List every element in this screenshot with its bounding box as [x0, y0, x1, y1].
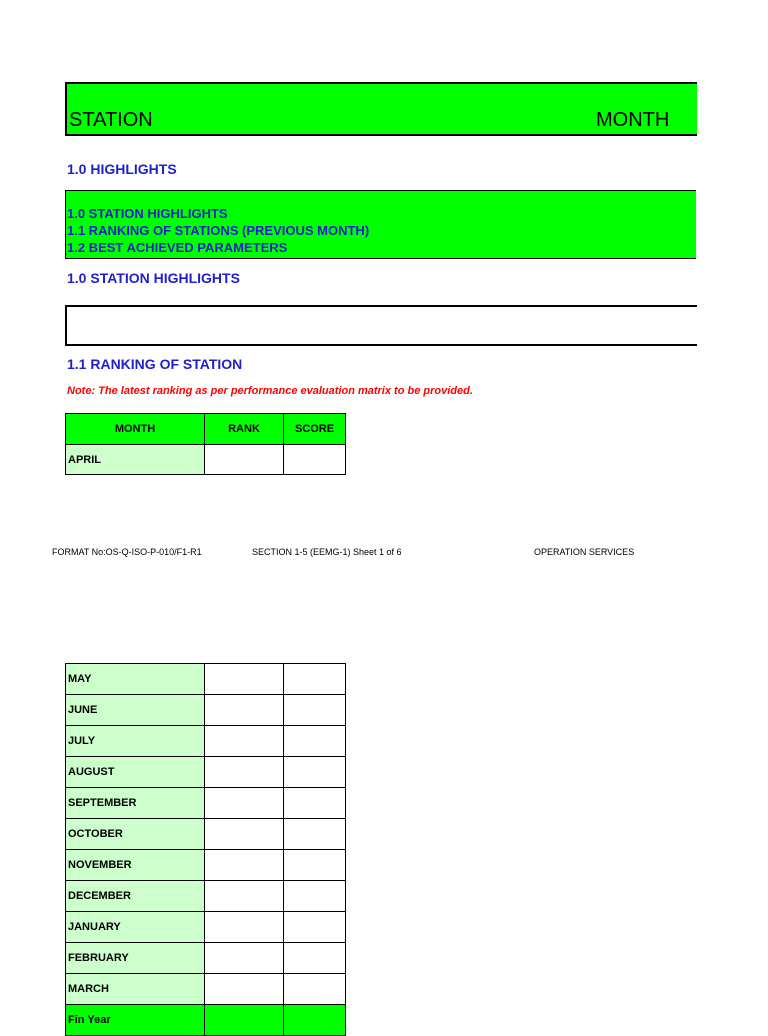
table-row [66, 850, 346, 881]
toc-box [65, 190, 696, 259]
table-row [66, 881, 346, 912]
rank-cell[interactable] [205, 664, 284, 695]
month-cell: FEBRUARY [66, 943, 205, 974]
table-row [66, 726, 346, 757]
rank-cell[interactable] [205, 726, 284, 757]
footer-section: SECTION 1-5 (EEMG-1) Sheet 1 of 6 [252, 547, 402, 557]
month-cell: APRIL [66, 445, 205, 475]
table-row [66, 974, 346, 1005]
table-row [66, 788, 346, 819]
table-row [66, 819, 346, 850]
month-cell: NOVEMBER [66, 850, 205, 881]
month-label: MONTH [596, 109, 670, 131]
table-row [66, 695, 346, 726]
toc-item-best-parameters: 1.2 BEST ACHIEVED PARAMETERS [67, 240, 288, 255]
score-cell[interactable] [284, 726, 346, 757]
month-cell: JUNE [66, 695, 205, 726]
table-row [66, 445, 346, 475]
rank-cell[interactable] [205, 445, 284, 475]
ranking-table-header [66, 414, 346, 445]
score-cell[interactable] [284, 974, 346, 1005]
score-cell[interactable] [284, 819, 346, 850]
score-cell[interactable] [284, 664, 346, 695]
month-cell: JANUARY [66, 912, 205, 943]
table-row [66, 912, 346, 943]
title-bar [65, 82, 697, 136]
score-cell[interactable] [284, 912, 346, 943]
rank-column-header: RANK [205, 414, 284, 445]
month-cell: MAY [66, 664, 205, 695]
table-row [66, 943, 346, 974]
month-cell: DECEMBER [66, 881, 205, 912]
score-cell[interactable] [284, 850, 346, 881]
score-cell[interactable] [284, 1005, 346, 1036]
rank-cell[interactable] [205, 1005, 284, 1036]
table-row [66, 1005, 346, 1036]
toc-item-ranking: 1.1 RANKING OF STATIONS (PREVIOUS MONTH) [67, 223, 370, 238]
station-label: STATION [69, 109, 153, 131]
month-cell: Fin Year [66, 1005, 205, 1036]
rank-cell[interactable] [205, 974, 284, 1005]
month-cell: SEPTEMBER [66, 788, 205, 819]
month-cell: MARCH [66, 974, 205, 1005]
month-cell: AUGUST [66, 757, 205, 788]
month-cell: JULY [66, 726, 205, 757]
score-column-header: SCORE [284, 414, 346, 445]
footer-dept: OPERATION SERVICES [534, 547, 635, 557]
station-highlights-box[interactable] [65, 305, 697, 346]
ranking-heading: 1.1 RANKING OF STATION [67, 356, 243, 372]
score-cell[interactable] [284, 881, 346, 912]
score-cell[interactable] [284, 445, 346, 475]
rank-cell[interactable] [205, 881, 284, 912]
highlights-heading: 1.0 HIGHLIGHTS [67, 161, 177, 177]
month-cell: OCTOBER [66, 819, 205, 850]
rank-cell[interactable] [205, 757, 284, 788]
ranking-note: Note: The latest ranking as per performance evaluation matrix to be provided. [67, 385, 473, 397]
rank-cell[interactable] [205, 695, 284, 726]
table-row [66, 757, 346, 788]
footer-format: FORMAT No:OS-Q-ISO-P-010/F1-R1 [52, 547, 202, 557]
rank-cell[interactable] [205, 850, 284, 881]
toc-item-station-highlights: 1.0 STATION HIGHLIGHTS [67, 206, 228, 221]
ranking-table [65, 413, 346, 475]
ranking-table-continued [65, 663, 346, 1036]
rank-cell[interactable] [205, 912, 284, 943]
rank-cell[interactable] [205, 943, 284, 974]
station-highlights-heading: 1.0 STATION HIGHLIGHTS [67, 270, 240, 286]
rank-cell[interactable] [205, 788, 284, 819]
score-cell[interactable] [284, 757, 346, 788]
month-column-header: MONTH [66, 414, 205, 445]
score-cell[interactable] [284, 943, 346, 974]
table-row [66, 664, 346, 695]
score-cell[interactable] [284, 695, 346, 726]
score-cell[interactable] [284, 788, 346, 819]
rank-cell[interactable] [205, 819, 284, 850]
